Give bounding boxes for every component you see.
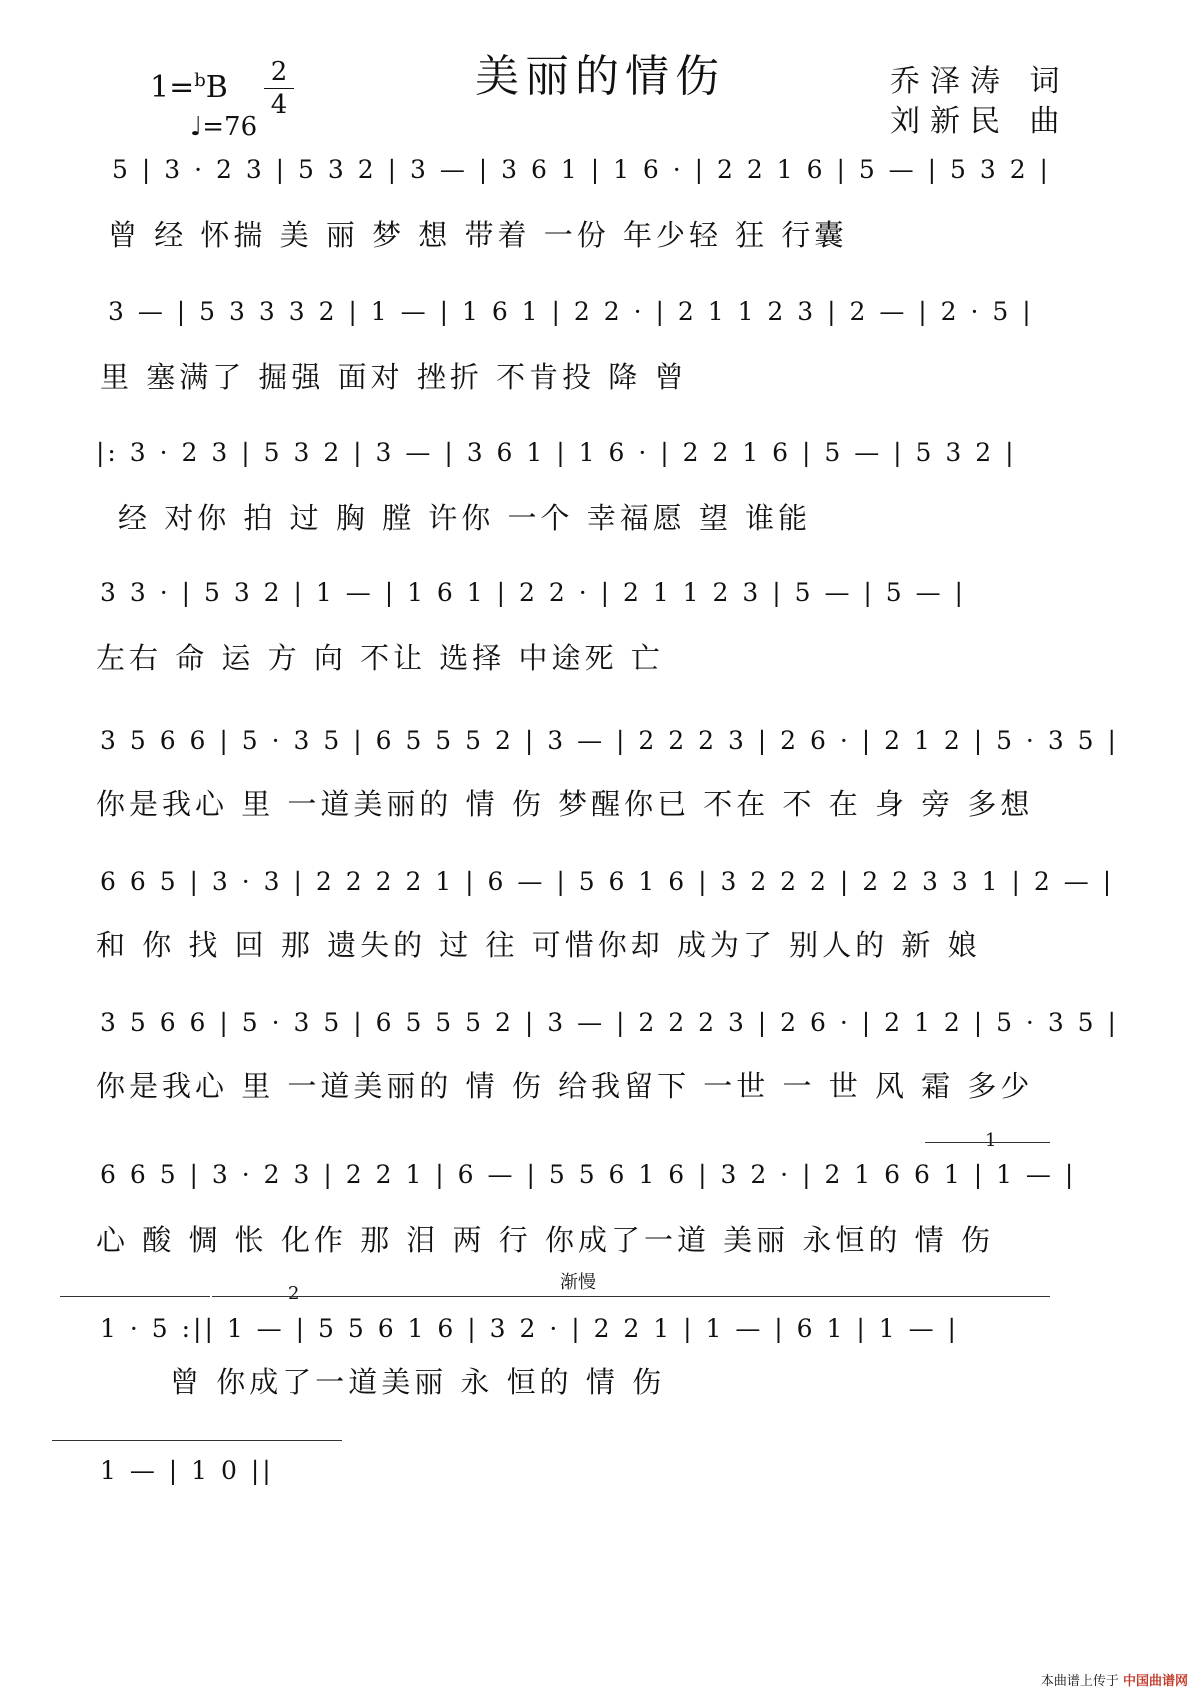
time-signature-top: 2	[270, 57, 288, 87]
system-5-lyrics: 你是我心 里 一道美丽的 情 伤 梦醒你已 不在 不 在 身 旁 多想	[96, 787, 1034, 821]
system-9-lyrics: 曾 你成了一道美丽 永 恒的 情 伤	[170, 1365, 666, 1399]
system-6-lyrics: 和 你 找 回 那 遗失的 过 往 可惜你却 成为了 别人的 新 娘	[96, 928, 981, 962]
volta-1-label: 1	[985, 1130, 997, 1151]
system-1-lyrics: 曾 经 怀揣 美 丽 梦 想 带着 一份 年少轻 狂 行囊	[108, 218, 848, 252]
system-2-notes: 3 — | 5 3 3 3 2 | 1 — | 1 6 1 | 2 2 · | 2 1 1 2 3 | 2 — | 2 · 5 |	[108, 297, 1034, 326]
system-8-notes: 6 6 5 | 3 · 2 3 | 2 2 1 | 6 — | 5 5 6 1 6 | 3 2 · | 2 1 6 6 1 | 1 — |	[100, 1160, 1077, 1189]
lyricist-credit: 乔泽涛 词	[890, 64, 1070, 99]
system-6-notes: 6 6 5 | 3 · 3 | 2 2 2 2 1 | 6 — | 5 6 1 6 | 3 2 2 2 | 2 2 3 3 1 | 2 — |	[100, 867, 1115, 896]
system-8-lyrics: 心 酸 惆 怅 化作 那 泪 两 行 你成了一道 美丽 永恒的 情 伤	[96, 1223, 994, 1257]
volta-1-bracket	[925, 1142, 1050, 1143]
time-signature-bottom: 4	[270, 90, 288, 120]
system-4-notes: 3 3 · | 5 3 2 | 1 — | 1 6 1 | 2 2 · | 2 1 1 2 3 | 5 — | 5 — |	[100, 578, 966, 607]
site-footer	[1041, 1670, 1188, 1689]
footer-brand[interactable]: 中国曲谱网	[1122, 1674, 1188, 1689]
system-9-notes: 1 · 5 :|| 1 — | 5 5 6 1 6 | 3 2 · | 2 2 1 | 1 — | 6 1 | 1 — |	[100, 1314, 959, 1343]
key-signature	[150, 70, 228, 105]
system-7-lyrics: 你是我心 里 一道美丽的 情 伤 给我留下 一世 一 世 风 霜 多少	[96, 1069, 1034, 1103]
key-note: B	[205, 70, 228, 105]
system-3-notes: |: 3 · 2 3 | 5 3 2 | 3 — | 3 6 1 | 1 6 · | 2 2 1 6 | 5 — | 5 3 2 |	[96, 438, 1017, 467]
system-1-notes: 5 | 3 · 2 3 | 5 3 2 | 3 — | 3 6 1 | 1 6 · | 2 2 1 6 | 5 — | 5 3 2 |	[112, 155, 1051, 184]
composer-credit: 刘新民 曲	[890, 104, 1070, 139]
flat-sign: b	[194, 70, 206, 91]
footer-uploaded-label: 本曲谱上传于	[1040, 1674, 1119, 1689]
tie-continuation	[60, 1296, 210, 1297]
final-tie-line	[52, 1440, 342, 1441]
time-signature	[262, 56, 296, 121]
system-2-lyrics: 里 塞满了 掘强 面对 挫折 不肯投 降 曾	[100, 360, 688, 394]
volta-2-bracket	[212, 1296, 1050, 1297]
credits	[890, 62, 1070, 142]
system-10-notes: 1 — | 1 0 ||	[100, 1456, 274, 1485]
volta-2-label: 2	[288, 1283, 300, 1304]
system-5-notes: 3 5 6 6 | 5 · 3 5 | 6 5 5 5 2 | 3 — | 2 2 2 3 | 2 6 · | 2 1 2 | 5 · 3 5 |	[100, 726, 1119, 755]
system-4-lyrics: 左右 命 运 方 向 不让 选择 中途死 亡	[96, 641, 664, 675]
system-7-notes: 3 5 6 6 | 5 · 3 5 | 6 5 5 5 2 | 3 — | 2 2 2 3 | 2 6 · | 2 1 2 | 5 · 3 5 |	[100, 1008, 1119, 1037]
page-title: 美丽的情伤	[475, 51, 725, 102]
ritardando-marking: 渐慢	[560, 1272, 596, 1293]
system-3-lyrics: 经 对你 拍 过 胸 膛 许你 一个 幸福愿 望 谁能	[118, 501, 812, 535]
tempo-marking: ♩=76	[190, 112, 258, 142]
key-prefix: 1=	[150, 70, 195, 105]
